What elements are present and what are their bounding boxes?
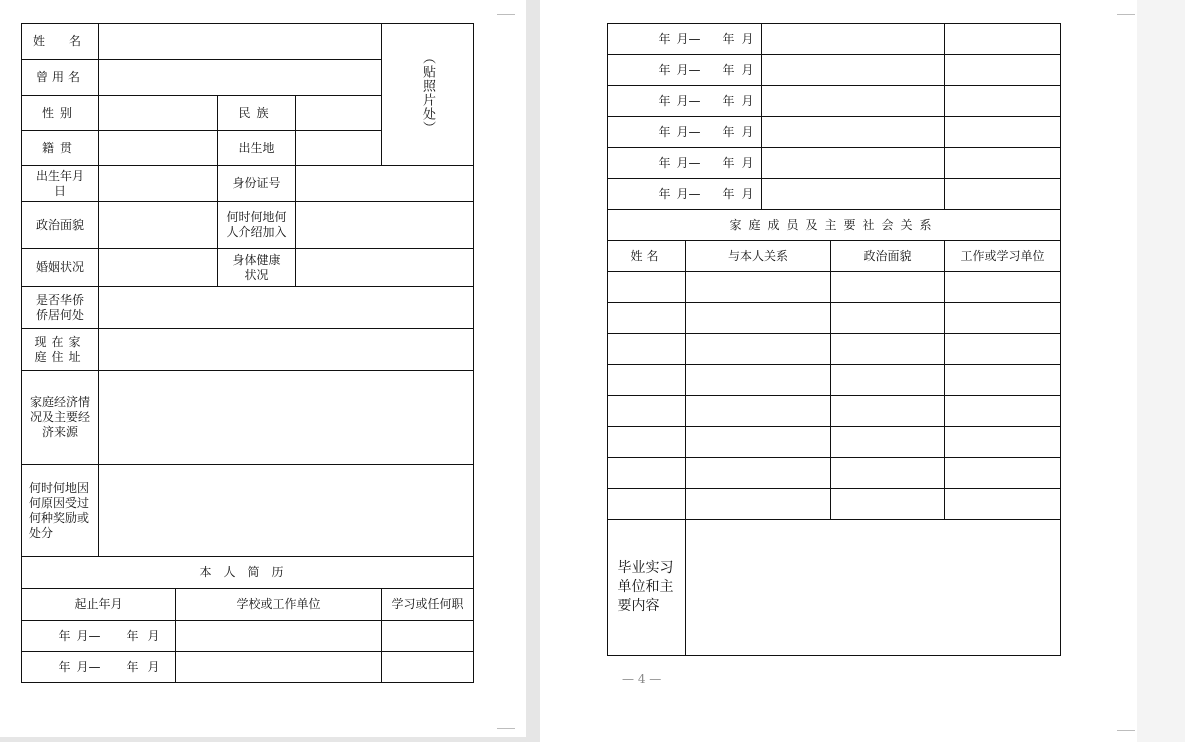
member-political-field[interactable]	[831, 272, 945, 303]
date-year: 年	[722, 186, 735, 201]
id-number-field[interactable]	[296, 166, 474, 202]
period-field[interactable]	[608, 148, 762, 179]
date-month: 月	[741, 186, 754, 201]
date-year: 年	[658, 155, 671, 170]
resume-row	[608, 179, 1061, 210]
member-work-field[interactable]	[945, 365, 1061, 396]
member-work-field[interactable]	[945, 303, 1061, 334]
date-month-dash: 月—	[676, 62, 701, 77]
resume-row	[608, 117, 1061, 148]
date-month-dash: 月—	[76, 628, 101, 643]
marital-field[interactable]	[99, 249, 218, 287]
birthplace-label: 出生地	[218, 131, 296, 166]
date-month-dash: 月—	[676, 31, 701, 46]
joined-field[interactable]	[296, 202, 474, 249]
resume-header: 本人简历	[199, 565, 296, 579]
overseas-label: 是否华侨侨居何处	[35, 292, 84, 322]
family-rows	[608, 272, 1061, 520]
member-work-field[interactable]	[945, 489, 1061, 520]
member-relation-field[interactable]	[686, 365, 831, 396]
resume-row	[608, 86, 1061, 117]
member-work-field[interactable]	[945, 272, 1061, 303]
period-field[interactable]	[608, 179, 762, 210]
native-place-label: 籍贯	[42, 140, 79, 155]
health-field[interactable]	[296, 249, 474, 287]
member-name-field[interactable]	[608, 489, 686, 520]
date-month: 月	[147, 659, 160, 674]
school-work-label: 学校或工作单位	[176, 589, 382, 621]
member-political-field[interactable]	[831, 489, 945, 520]
period-label: 起止年月	[22, 589, 176, 621]
date-year: 年	[58, 628, 71, 643]
gender-label: 性别	[42, 105, 79, 120]
family-member-row	[608, 458, 1061, 489]
member-political-field[interactable]	[831, 334, 945, 365]
member-work-field[interactable]	[945, 396, 1061, 427]
date-month-dash: 月—	[676, 186, 701, 201]
position-field[interactable]	[945, 148, 1061, 179]
birth-date-field[interactable]	[99, 166, 218, 202]
family-member-row	[608, 365, 1061, 396]
gender-field[interactable]	[99, 96, 218, 131]
date-month: 月	[741, 31, 754, 46]
photo-area[interactable]	[382, 24, 474, 166]
member-relation-field[interactable]	[686, 458, 831, 489]
date-year: 年	[722, 124, 735, 139]
member-work-field[interactable]	[945, 458, 1061, 489]
school-work-field[interactable]	[762, 55, 945, 86]
date-year: 年	[722, 31, 735, 46]
member-political-field[interactable]	[831, 427, 945, 458]
member-name-field[interactable]	[608, 272, 686, 303]
member-relation-field[interactable]	[686, 272, 831, 303]
birthplace-field[interactable]	[296, 131, 382, 166]
date-month: 月	[741, 124, 754, 139]
political-status-label: 政治面貌	[22, 202, 99, 249]
resume-row	[22, 652, 474, 683]
scroll-gutter	[1137, 0, 1185, 742]
resume-row	[608, 55, 1061, 86]
member-work-field[interactable]	[945, 334, 1061, 365]
period-field[interactable]	[22, 652, 176, 683]
personal-info-form	[21, 23, 474, 683]
position-field[interactable]	[382, 621, 474, 652]
member-political-field[interactable]	[831, 303, 945, 334]
resume-row	[608, 24, 1061, 55]
family-member-row	[608, 427, 1061, 458]
overseas-field[interactable]	[99, 287, 474, 329]
member-name-field[interactable]	[608, 427, 686, 458]
economy-label: 家庭经济情况及主要经济来源	[29, 395, 90, 439]
position-field[interactable]	[945, 117, 1061, 148]
member-name-field[interactable]	[608, 365, 686, 396]
member-name-field[interactable]	[608, 334, 686, 365]
family-header: 家庭成员及主要社会关系	[729, 217, 939, 232]
date-month: 月	[741, 62, 754, 77]
date-year: 年	[58, 659, 71, 674]
family-member-row	[608, 396, 1061, 427]
crop-mark	[1117, 730, 1135, 741]
name-field[interactable]	[99, 24, 382, 60]
family-member-row	[608, 303, 1061, 334]
col-name: 姓名	[630, 248, 663, 263]
position-field[interactable]	[945, 55, 1061, 86]
period-field[interactable]	[608, 86, 762, 117]
date-year: 年	[126, 628, 139, 643]
name-label: 姓 名	[33, 34, 88, 48]
resume-row	[608, 148, 1061, 179]
date-month: 月	[741, 155, 754, 170]
date-year: 年	[658, 124, 671, 139]
date-month-dash: 月—	[76, 659, 101, 674]
period-field[interactable]	[608, 24, 762, 55]
col-relation: 与本人关系	[686, 241, 831, 272]
date-year: 年	[722, 155, 735, 170]
page-number: — 4 —	[622, 672, 662, 686]
date-year: 年	[658, 186, 671, 201]
crop-mark	[1117, 4, 1135, 15]
member-relation-field[interactable]	[686, 303, 831, 334]
member-relation-field[interactable]	[686, 489, 831, 520]
birth-date-label: 出生年月日	[36, 168, 85, 198]
ethnicity-label: 民族	[238, 105, 275, 120]
date-year: 年	[126, 659, 139, 674]
member-work-field[interactable]	[945, 427, 1061, 458]
position-field[interactable]	[945, 86, 1061, 117]
period-field[interactable]	[608, 55, 762, 86]
address-field[interactable]	[99, 329, 474, 371]
date-month-dash: 月—	[676, 124, 701, 139]
date-month-dash: 月—	[676, 93, 701, 108]
joined-label: 何时何地何人介绍加入	[226, 210, 287, 239]
member-name-field[interactable]	[608, 458, 686, 489]
political-status-field[interactable]	[99, 202, 218, 249]
date-year: 年	[658, 93, 671, 108]
health-label: 身体健康状况	[232, 252, 281, 282]
id-number-label: 身份证号	[218, 166, 296, 202]
date-year: 年	[722, 62, 735, 77]
school-work-field[interactable]	[762, 148, 945, 179]
internship-field[interactable]	[686, 520, 1061, 656]
resume-continued	[608, 24, 1061, 210]
position-field[interactable]	[945, 24, 1061, 55]
member-relation-field[interactable]	[686, 334, 831, 365]
member-political-field[interactable]	[831, 365, 945, 396]
former-name-field[interactable]	[99, 60, 382, 96]
family-member-row	[608, 489, 1061, 520]
date-month-dash: 月—	[676, 155, 701, 170]
member-relation-field[interactable]	[686, 396, 831, 427]
date-year: 年	[722, 93, 735, 108]
former-name-label: 曾用名	[36, 70, 85, 84]
economy-field[interactable]	[99, 371, 474, 465]
period-field[interactable]	[22, 621, 176, 652]
col-work: 工作或学习单位	[945, 241, 1061, 272]
member-name-field[interactable]	[608, 303, 686, 334]
address-label: 现在家庭住址	[34, 334, 86, 364]
col-political: 政治面貌	[831, 241, 945, 272]
ethnicity-field[interactable]	[296, 96, 382, 131]
school-work-field[interactable]	[176, 621, 382, 652]
date-month: 月	[147, 628, 160, 643]
rewards-field[interactable]	[99, 465, 474, 557]
marital-label: 婚姻状况	[22, 249, 99, 287]
school-work-field[interactable]	[762, 24, 945, 55]
native-place-field[interactable]	[99, 131, 218, 166]
school-work-field[interactable]	[762, 86, 945, 117]
position-label: 学习或任何职	[382, 589, 474, 621]
position-field[interactable]	[945, 179, 1061, 210]
crop-mark	[497, 4, 515, 15]
internship-label: 毕业实习单位和主要内容	[617, 560, 674, 614]
crop-mark	[497, 728, 515, 739]
school-work-field[interactable]	[762, 179, 945, 210]
family-member-row	[608, 272, 1061, 303]
date-year: 年	[658, 62, 671, 77]
rewards-label: 何时何地因何原因受过何种奖励或处分	[29, 480, 90, 540]
position-field[interactable]	[382, 652, 474, 683]
family-member-row	[608, 334, 1061, 365]
period-field[interactable]	[608, 117, 762, 148]
date-year: 年	[658, 31, 671, 46]
member-political-field[interactable]	[831, 396, 945, 427]
member-relation-field[interactable]	[686, 427, 831, 458]
resume-row	[22, 621, 474, 652]
member-political-field[interactable]	[831, 458, 945, 489]
photo-label: （贴照片处）	[420, 50, 436, 135]
date-month: 月	[741, 93, 754, 108]
school-work-field[interactable]	[176, 652, 382, 683]
member-name-field[interactable]	[608, 396, 686, 427]
family-relations-form	[607, 23, 1061, 656]
school-work-field[interactable]	[762, 117, 945, 148]
